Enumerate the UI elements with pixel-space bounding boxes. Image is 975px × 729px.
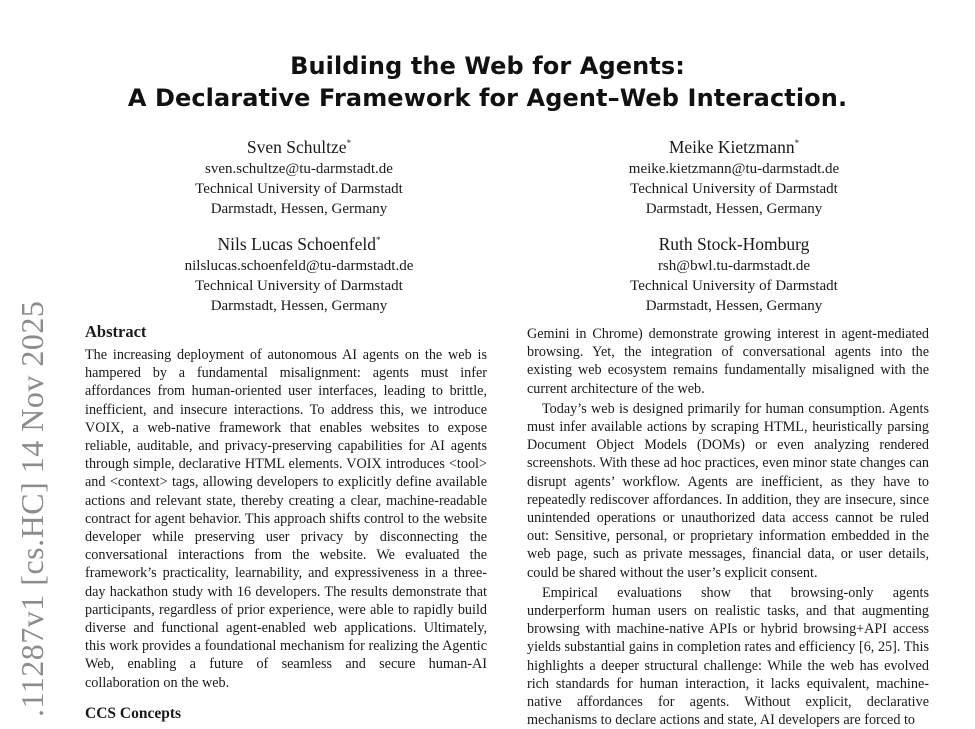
author-block-3 bbox=[139, 228, 459, 316]
author-name-row bbox=[139, 131, 459, 159]
abstract-heading: Abstract bbox=[85, 322, 147, 341]
author-name: Nils Lucas Schoenfeld bbox=[217, 234, 376, 254]
author-location: Darmstadt, Hessen, Germany bbox=[210, 201, 388, 217]
body-paragraph-2: Today’s web is designed primarily for human consumption. Agents must infer available actions by scraping HTML, heuristically parsing Document Object Models (DOMs) or even analyzing rendered screenshots. With these ad hoc practices, even minor state changes can disrupt agents’ workflow. Agents are inefficient, as they have to repeatedly rediscover affordances. In addition, they are insecure, since unintended operations or unauthorized data access cannot be ruled out: Sensitive, personal, or proprietary information embedded in the web page, such as private messages, financial data, or user details, could be shared without the user’s explicit consent. bbox=[527, 400, 929, 581]
author-block-4 bbox=[574, 228, 894, 316]
author-block-2 bbox=[574, 131, 894, 219]
author-name-row bbox=[574, 131, 894, 159]
author-email: nilslucas.schoenfeld@tu-darmstadt.de bbox=[184, 258, 414, 274]
author-affiliation: Technical University of Darmstadt bbox=[630, 278, 838, 294]
author-location: Darmstadt, Hessen, Germany bbox=[645, 298, 823, 314]
body-paragraph-1: Gemini in Chrome) demonstrate growing interest in agent-mediated browsing. Yet, the integration of conversational agents into the existing web ecosystem remains fundamentally misaligned with the current architecture of the web. bbox=[527, 326, 929, 397]
author-affiliation: Technical University of Darmstadt bbox=[195, 278, 403, 294]
author-email: rsh@bwl.tu-darmstadt.de bbox=[657, 258, 811, 274]
author-name-row bbox=[574, 228, 894, 256]
arxiv-stamp: .11287v1 [cs.HC] 14 Nov 2025 bbox=[14, 300, 50, 717]
author-email: meike.kietzmann@tu-darmstadt.de bbox=[628, 161, 840, 177]
author-name-row bbox=[139, 228, 459, 256]
author-name: Meike Kietzmann bbox=[668, 137, 795, 157]
title-line-2: A Declarative Framework for Agent–Web Interaction. bbox=[127, 84, 848, 112]
equal-contribution-mark: * bbox=[346, 138, 352, 148]
author-affiliation: Technical University of Darmstadt bbox=[195, 181, 403, 197]
abstract-text: The increasing deployment of autonomous AI agents on the web is hampered by a fundamental misalignment: agents must infer affordances from human-oriented user interfaces, leading to brittle, inefficient, and insecure interactions. To address this, we introduce VOIX, a web-native framework that enables websites to expose reliable, auditable, and privacy-preserving capabilities for AI agents through simple, declarative HTML elements. VOIX introduces <tool> and <context> tags, allowing developers to explicitly define available actions and relevant state, thereby creating a clear, machine-readable contract for agent behavior. This approach shifts control to the website developer while preserving user privacy by disconnecting the conversational interactions from the website. We evaluated the framework’s practicality, learnability, and expressiveness in a three-day hackathon study with 16 developers. The results demonstrate that participants, regardless of prior experience, were able to rapidly build diverse and functional agent-enabled web applications. Ultimately, this work provides a foundational mechanism for realizing the Agentic Web, enabling a future of seamless and secure human-AI collaboration on the web. bbox=[85, 347, 487, 691]
paper-title bbox=[0, 50, 975, 114]
author-email: sven.schultze@tu-darmstadt.de bbox=[205, 161, 393, 177]
author-location: Darmstadt, Hessen, Germany bbox=[645, 201, 823, 217]
author-location: Darmstadt, Hessen, Germany bbox=[210, 298, 388, 314]
introduction-column bbox=[527, 325, 929, 729]
author-name: Ruth Stock-Homburg bbox=[658, 234, 810, 254]
body-paragraph-3: Empirical evaluations show that browsing-only agents underperform human users on realistic tasks, and that augmenting browsing with machine-native APIs or hybrid browsing+API access yields substantial gains in completion rates and efficiency [6, 25]. This highlights a deeper structural challenge: While the web has evolved rich standards for human interaction, it lacks equivalent, machine-native affordances for agents. Without explicit, declarative mechanisms to declare actions and state, AI developers are forced to bbox=[527, 584, 929, 729]
author-block-1 bbox=[139, 131, 459, 219]
title-line-1: Building the Web for Agents: bbox=[290, 52, 685, 80]
author-name: Sven Schultze bbox=[246, 137, 347, 157]
author-affiliation: Technical University of Darmstadt bbox=[630, 181, 838, 197]
equal-contribution-mark: * bbox=[794, 138, 800, 148]
equal-contribution-mark: * bbox=[375, 235, 381, 245]
ccs-concepts-heading: CCS Concepts bbox=[85, 705, 182, 722]
abstract-column bbox=[85, 322, 487, 692]
